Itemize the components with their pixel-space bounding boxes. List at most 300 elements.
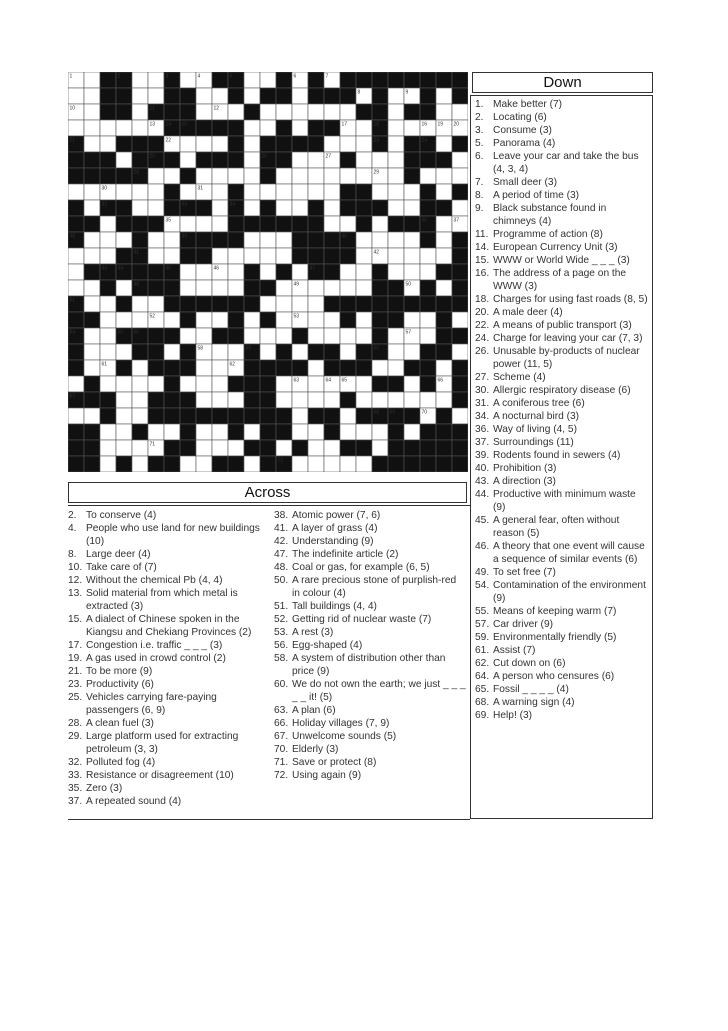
grid-cell[interactable]	[116, 392, 132, 408]
grid-cell[interactable]	[244, 152, 260, 168]
grid-cell[interactable]	[276, 392, 292, 408]
grid-cell[interactable]	[340, 136, 356, 152]
grid-cell[interactable]	[404, 344, 420, 360]
grid-cell[interactable]	[452, 152, 468, 168]
grid-cell[interactable]	[340, 104, 356, 120]
grid-cell[interactable]	[180, 72, 196, 88]
grid-cell[interactable]	[260, 120, 276, 136]
grid-cell[interactable]	[372, 392, 388, 408]
grid-cell[interactable]	[132, 72, 148, 88]
grid-cell[interactable]	[324, 280, 340, 296]
grid-cell[interactable]	[100, 120, 116, 136]
grid-cell[interactable]	[100, 296, 116, 312]
grid-cell[interactable]	[244, 424, 260, 440]
grid-cell[interactable]	[212, 88, 228, 104]
clue-number: 8.	[475, 190, 484, 201]
grid-cell[interactable]	[244, 136, 260, 152]
grid-cell[interactable]	[84, 344, 100, 360]
grid-cell[interactable]	[276, 104, 292, 120]
grid-block	[452, 456, 468, 472]
grid-cell[interactable]	[404, 424, 420, 440]
grid-cell[interactable]	[308, 360, 324, 376]
grid-cell[interactable]	[100, 424, 116, 440]
grid-cell[interactable]	[228, 264, 244, 280]
grid-cell[interactable]	[260, 72, 276, 88]
grid-cell[interactable]	[308, 424, 324, 440]
grid-cell[interactable]	[244, 72, 260, 88]
grid-cell[interactable]	[372, 360, 388, 376]
grid-cell[interactable]	[196, 328, 212, 344]
grid-cell[interactable]	[100, 328, 116, 344]
clue-number: 14.	[475, 242, 490, 253]
grid-cell[interactable]	[404, 248, 420, 264]
grid-cell[interactable]	[260, 344, 276, 360]
grid-cell[interactable]	[372, 184, 388, 200]
grid-cell[interactable]	[148, 88, 164, 104]
grid-cell[interactable]	[404, 392, 420, 408]
grid-cell[interactable]	[132, 408, 148, 424]
grid-number: 25	[149, 153, 156, 160]
grid-cell[interactable]	[68, 280, 84, 296]
grid-cell[interactable]	[308, 184, 324, 200]
grid-cell[interactable]	[372, 232, 388, 248]
grid-cell[interactable]	[436, 136, 452, 152]
grid-cell[interactable]	[212, 136, 228, 152]
grid-cell[interactable]	[212, 376, 228, 392]
grid-cell[interactable]	[164, 168, 180, 184]
grid-cell[interactable]	[196, 280, 212, 296]
grid-cell[interactable]	[436, 184, 452, 200]
grid-cell[interactable]	[340, 424, 356, 440]
grid-cell[interactable]	[436, 88, 452, 104]
grid-cell[interactable]	[260, 232, 276, 248]
grid-cell[interactable]	[388, 88, 404, 104]
grid-cell[interactable]	[292, 296, 308, 312]
grid-cell[interactable]	[84, 88, 100, 104]
grid-cell[interactable]	[116, 408, 132, 424]
grid-cell[interactable]	[228, 104, 244, 120]
grid-cell[interactable]	[244, 168, 260, 184]
grid-cell[interactable]	[228, 280, 244, 296]
grid-cell[interactable]	[436, 248, 452, 264]
grid-cell[interactable]	[212, 360, 228, 376]
grid-cell[interactable]	[452, 104, 468, 120]
grid-cell[interactable]	[292, 424, 308, 440]
grid-cell[interactable]	[276, 296, 292, 312]
grid-cell[interactable]	[452, 408, 468, 424]
grid-cell[interactable]	[324, 440, 340, 456]
grid-cell[interactable]	[84, 328, 100, 344]
grid-cell[interactable]	[100, 216, 116, 232]
grid-cell[interactable]	[308, 280, 324, 296]
grid-cell[interactable]	[324, 168, 340, 184]
grid-cell[interactable]	[212, 200, 228, 216]
grid-cell[interactable]	[276, 376, 292, 392]
grid-cell[interactable]	[340, 168, 356, 184]
grid-cell[interactable]	[244, 456, 260, 472]
grid-cell[interactable]	[164, 248, 180, 264]
grid-cell[interactable]	[260, 264, 276, 280]
grid-block	[452, 136, 468, 152]
grid-cell[interactable]	[84, 296, 100, 312]
grid-cell[interactable]	[180, 152, 196, 168]
grid-cell[interactable]	[212, 280, 228, 296]
grid-cell[interactable]	[308, 296, 324, 312]
grid-cell[interactable]	[180, 376, 196, 392]
grid-cell[interactable]	[388, 200, 404, 216]
grid-number: 33	[181, 201, 188, 208]
grid-cell[interactable]	[388, 264, 404, 280]
grid-cell[interactable]	[404, 184, 420, 200]
grid-cell[interactable]	[244, 248, 260, 264]
grid-cell[interactable]	[132, 440, 148, 456]
grid-cell[interactable]	[260, 104, 276, 120]
grid-cell[interactable]	[388, 104, 404, 120]
grid-cell[interactable]	[356, 424, 372, 440]
grid-cell[interactable]	[212, 216, 228, 232]
grid-cell[interactable]	[228, 344, 244, 360]
grid-cell[interactable]	[100, 376, 116, 392]
grid-cell[interactable]	[132, 392, 148, 408]
grid-cell[interactable]	[308, 312, 324, 328]
grid-cell[interactable]	[404, 120, 420, 136]
grid-cell[interactable]	[452, 168, 468, 184]
grid-cell[interactable]	[356, 312, 372, 328]
grid-cell[interactable]	[116, 376, 132, 392]
grid-cell[interactable]	[404, 200, 420, 216]
grid-cell[interactable]	[260, 328, 276, 344]
grid-cell[interactable]	[212, 440, 228, 456]
grid-cell[interactable]	[340, 408, 356, 424]
grid-cell[interactable]	[324, 184, 340, 200]
grid-cell[interactable]	[132, 104, 148, 120]
grid-cell[interactable]	[180, 456, 196, 472]
grid-cell[interactable]	[196, 168, 212, 184]
grid-cell[interactable]	[356, 376, 372, 392]
grid-cell[interactable]	[276, 168, 292, 184]
grid-cell[interactable]	[132, 296, 148, 312]
grid-cell[interactable]	[132, 88, 148, 104]
grid-cell[interactable]	[212, 248, 228, 264]
grid-cell[interactable]	[132, 360, 148, 376]
grid-cell[interactable]	[148, 424, 164, 440]
grid-cell[interactable]	[260, 184, 276, 200]
grid-cell[interactable]	[100, 456, 116, 472]
grid-cell[interactable]	[292, 152, 308, 168]
grid-cell[interactable]	[116, 280, 132, 296]
grid-cell[interactable]	[356, 280, 372, 296]
grid-cell[interactable]	[68, 264, 84, 280]
grid-cell[interactable]	[84, 72, 100, 88]
grid-cell[interactable]	[420, 392, 436, 408]
grid-cell[interactable]	[84, 248, 100, 264]
grid-cell[interactable]	[116, 440, 132, 456]
grid-cell[interactable]	[116, 312, 132, 328]
grid-cell[interactable]	[212, 344, 228, 360]
grid-cell[interactable]	[356, 264, 372, 280]
grid-cell[interactable]	[276, 312, 292, 328]
grid-cell[interactable]	[388, 232, 404, 248]
grid-cell[interactable]	[244, 328, 260, 344]
grid-cell[interactable]	[308, 152, 324, 168]
grid-cell[interactable]	[276, 184, 292, 200]
grid-cell[interactable]	[68, 408, 84, 424]
grid-cell[interactable]	[324, 200, 340, 216]
grid-cell[interactable]	[404, 312, 420, 328]
grid-cell[interactable]	[84, 280, 100, 296]
grid-cell[interactable]	[100, 344, 116, 360]
grid-cell[interactable]	[212, 392, 228, 408]
grid-block	[260, 216, 276, 232]
grid-cell[interactable]	[276, 232, 292, 248]
grid-cell[interactable]	[196, 440, 212, 456]
grid-cell[interactable]	[196, 88, 212, 104]
grid-number: 72	[277, 457, 284, 464]
grid-cell[interactable]	[388, 184, 404, 200]
grid-cell[interactable]	[196, 136, 212, 152]
grid-cell[interactable]	[84, 408, 100, 424]
grid-cell[interactable]	[356, 136, 372, 152]
grid-block	[372, 456, 388, 472]
grid-cell[interactable]	[404, 376, 420, 392]
grid-cell[interactable]	[148, 72, 164, 88]
grid-cell[interactable]	[356, 456, 372, 472]
grid-cell[interactable]	[340, 328, 356, 344]
grid-cell[interactable]	[356, 120, 372, 136]
grid-cell[interactable]	[116, 232, 132, 248]
grid-cell[interactable]	[164, 344, 180, 360]
grid-cell[interactable]	[228, 392, 244, 408]
grid-cell[interactable]	[260, 296, 276, 312]
grid-cell[interactable]	[276, 328, 292, 344]
grid-cell[interactable]	[292, 456, 308, 472]
grid-cell[interactable]	[308, 456, 324, 472]
grid-cell[interactable]	[420, 248, 436, 264]
grid-cell[interactable]	[308, 440, 324, 456]
grid-cell[interactable]	[340, 344, 356, 360]
grid-cell[interactable]	[292, 88, 308, 104]
grid-cell[interactable]	[292, 200, 308, 216]
grid-cell[interactable]	[244, 120, 260, 136]
grid-cell[interactable]	[84, 184, 100, 200]
grid-cell[interactable]	[180, 280, 196, 296]
grid-cell[interactable]	[340, 280, 356, 296]
grid-cell[interactable]	[308, 392, 324, 408]
grid-cell[interactable]	[420, 264, 436, 280]
grid-cell[interactable]	[452, 312, 468, 328]
grid-cell[interactable]	[84, 200, 100, 216]
grid-cell[interactable]	[196, 376, 212, 392]
grid-cell[interactable]	[196, 360, 212, 376]
grid-cell[interactable]	[244, 184, 260, 200]
grid-cell[interactable]	[84, 136, 100, 152]
grid-cell[interactable]	[324, 456, 340, 472]
grid-cell[interactable]	[308, 328, 324, 344]
grid-cell[interactable]	[148, 376, 164, 392]
grid-block	[212, 120, 228, 136]
grid-cell[interactable]	[84, 232, 100, 248]
grid-cell[interactable]	[372, 424, 388, 440]
grid-cell[interactable]	[276, 248, 292, 264]
grid-cell[interactable]	[68, 248, 84, 264]
grid-cell[interactable]	[68, 184, 84, 200]
grid-cell[interactable]	[324, 328, 340, 344]
grid-cell[interactable]	[356, 328, 372, 344]
grid-cell[interactable]	[260, 248, 276, 264]
grid-cell[interactable]	[356, 392, 372, 408]
grid-cell[interactable]	[164, 424, 180, 440]
grid-cell[interactable]	[196, 392, 212, 408]
grid-cell[interactable]	[84, 120, 100, 136]
grid-cell[interactable]	[180, 184, 196, 200]
grid-cell[interactable]	[228, 168, 244, 184]
grid-cell[interactable]	[196, 264, 212, 280]
grid-cell[interactable]	[196, 312, 212, 328]
grid-cell[interactable]	[100, 312, 116, 328]
clue-item	[475, 605, 649, 618]
grid-cell[interactable]	[436, 104, 452, 120]
grid-cell[interactable]	[244, 88, 260, 104]
grid-cell[interactable]	[292, 408, 308, 424]
grid-cell[interactable]	[196, 456, 212, 472]
grid-cell[interactable]	[132, 120, 148, 136]
grid-cell[interactable]	[292, 104, 308, 120]
grid-cell[interactable]	[196, 216, 212, 232]
grid-cell[interactable]	[436, 216, 452, 232]
grid-cell[interactable]	[436, 168, 452, 184]
grid-cell[interactable]	[276, 280, 292, 296]
grid-cell[interactable]	[388, 120, 404, 136]
grid-cell[interactable]	[244, 312, 260, 328]
grid-cell[interactable]	[452, 344, 468, 360]
grid-cell[interactable]	[420, 168, 436, 184]
grid-cell[interactable]	[244, 200, 260, 216]
grid-cell[interactable]	[388, 328, 404, 344]
grid-cell[interactable]	[228, 248, 244, 264]
grid-cell[interactable]	[132, 200, 148, 216]
grid-cell[interactable]	[148, 200, 164, 216]
grid-cell[interactable]	[372, 152, 388, 168]
grid-cell[interactable]	[84, 360, 100, 376]
grid-cell[interactable]	[228, 440, 244, 456]
grid-cell[interactable]	[68, 88, 84, 104]
grid-cell[interactable]	[292, 344, 308, 360]
grid-cell[interactable]	[356, 168, 372, 184]
grid-cell[interactable]	[388, 344, 404, 360]
grid-cell[interactable]	[212, 184, 228, 200]
grid-cell[interactable]	[100, 248, 116, 264]
grid-cell[interactable]	[308, 104, 324, 120]
grid-cell[interactable]	[100, 136, 116, 152]
grid-cell[interactable]	[372, 216, 388, 232]
grid-cell[interactable]	[356, 152, 372, 168]
grid-cell[interactable]	[148, 184, 164, 200]
grid-cell[interactable]	[436, 232, 452, 248]
grid-block	[404, 360, 420, 376]
grid-cell[interactable]	[180, 328, 196, 344]
grid-cell[interactable]	[196, 104, 212, 120]
grid-cell[interactable]	[324, 216, 340, 232]
grid-cell[interactable]	[324, 104, 340, 120]
grid-cell[interactable]	[180, 216, 196, 232]
grid-cell[interactable]	[116, 184, 132, 200]
grid-cell[interactable]	[292, 168, 308, 184]
grid-cell[interactable]	[276, 200, 292, 216]
grid-cell[interactable]	[84, 104, 100, 120]
grid-cell[interactable]	[292, 392, 308, 408]
grid-cell[interactable]	[68, 120, 84, 136]
grid-cell[interactable]	[132, 312, 148, 328]
grid-cell[interactable]	[116, 152, 132, 168]
grid-cell[interactable]	[404, 232, 420, 248]
grid-cell[interactable]	[388, 152, 404, 168]
grid-cell[interactable]	[324, 392, 340, 408]
grid-cell[interactable]	[196, 424, 212, 440]
grid-cell[interactable]	[452, 200, 468, 216]
grid-cell[interactable]	[116, 120, 132, 136]
grid-cell[interactable]	[148, 296, 164, 312]
grid-cell[interactable]	[388, 248, 404, 264]
grid-cell[interactable]	[436, 392, 452, 408]
grid-cell[interactable]	[212, 424, 228, 440]
grid-cell[interactable]	[356, 232, 372, 248]
grid-cell[interactable]	[116, 424, 132, 440]
grid-cell[interactable]	[388, 168, 404, 184]
grid-cell[interactable]	[356, 248, 372, 264]
grid-cell[interactable]	[244, 232, 260, 248]
grid-cell[interactable]	[68, 376, 84, 392]
grid-cell[interactable]	[148, 232, 164, 248]
grid-cell[interactable]	[388, 136, 404, 152]
grid-cell[interactable]	[324, 312, 340, 328]
grid-block	[260, 88, 276, 104]
grid-cell[interactable]	[388, 392, 404, 408]
grid-cell[interactable]	[436, 280, 452, 296]
grid-cell[interactable]	[100, 232, 116, 248]
grid-cell[interactable]	[292, 184, 308, 200]
grid-cell[interactable]	[212, 168, 228, 184]
grid-cell[interactable]	[420, 312, 436, 328]
grid-cell[interactable]	[100, 440, 116, 456]
grid-cell[interactable]	[148, 248, 164, 264]
grid-cell[interactable]	[404, 264, 420, 280]
grid-cell[interactable]	[340, 264, 356, 280]
grid-cell[interactable]	[292, 264, 308, 280]
grid-cell[interactable]	[164, 312, 180, 328]
grid-cell[interactable]	[212, 312, 228, 328]
grid-cell[interactable]	[340, 216, 356, 232]
grid-cell[interactable]	[420, 328, 436, 344]
grid-cell[interactable]	[116, 344, 132, 360]
grid-cell[interactable]	[276, 440, 292, 456]
grid-cell[interactable]	[180, 136, 196, 152]
grid-cell[interactable]	[340, 456, 356, 472]
grid-cell[interactable]	[388, 360, 404, 376]
grid-cell[interactable]	[164, 232, 180, 248]
grid-cell[interactable]	[436, 360, 452, 376]
grid-cell[interactable]	[180, 264, 196, 280]
grid-cell[interactable]	[132, 184, 148, 200]
clue-text: Panorama (4)	[493, 138, 556, 149]
grid-cell[interactable]	[132, 456, 148, 472]
grid-cell[interactable]	[324, 136, 340, 152]
grid-cell[interactable]	[148, 168, 164, 184]
grid-cell[interactable]	[372, 440, 388, 456]
grid-cell[interactable]	[292, 120, 308, 136]
grid-cell[interactable]	[308, 168, 324, 184]
grid-cell[interactable]	[132, 376, 148, 392]
grid-cell[interactable]	[308, 376, 324, 392]
